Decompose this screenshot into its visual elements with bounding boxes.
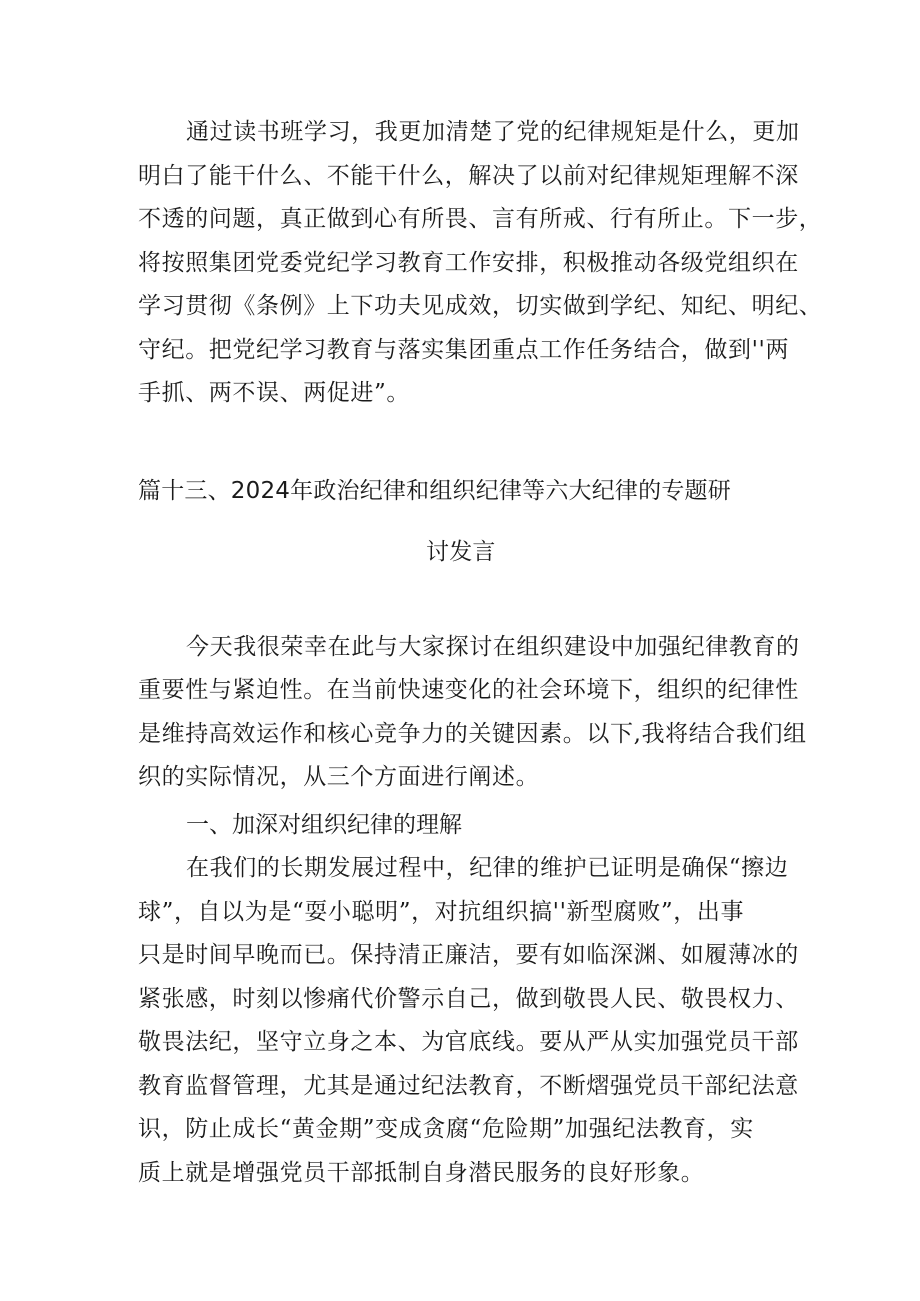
paragraph-line: 识，防止成长“黄金期”变成贪腐“危险期”加强纪法教育，实 bbox=[138, 1116, 754, 1142]
paragraph-line: 学习贯彻《条例》上下功夫见成效，切实做到学纪、知纪、明纪、 bbox=[138, 293, 823, 319]
paragraph-line: 手抓、两不误、两促进”。 bbox=[138, 380, 410, 406]
paragraph-line: 只是时间早晚而已。保持清正廉洁，要有如临深渊、如履薄冰的 bbox=[138, 942, 799, 968]
paragraph-line: 在我们的长期发展过程中，纪律的维护已证明是确保“擦边 bbox=[186, 855, 789, 881]
section-title-line-1: 篇十三、2024年政治纪律和组织纪律等六大纪律的专题研 bbox=[138, 478, 731, 504]
paragraph-line: 重要性与紧迫性。在当前快速变化的社会环境下，组织的纪律性 bbox=[138, 677, 799, 703]
paragraph-line: 通过读书班学习，我更加清楚了党的纪律规矩是什么，更加 bbox=[186, 119, 800, 145]
paragraph-line: 球”，自以为是“耍小聪明”，对抗组织搞''新型腐败”，出事 bbox=[138, 899, 745, 925]
paragraph-line: 教育监督管理，尤其是通过纪法教育，不断熠强党员干部纪法意 bbox=[138, 1073, 799, 1099]
paragraph-line: 织的实际情况，从三个方面进行阐述。 bbox=[138, 764, 540, 790]
paragraph-line: 今天我很荣幸在此与大家探讨在组织建设中加强纪律教育的 bbox=[186, 634, 800, 660]
paragraph-line: 紧张感，时刻以惨痛代价警示自己，做到敬畏人民、敬畏权力、 bbox=[138, 986, 799, 1012]
subheading: 一、加深对组织纪律的理解 bbox=[186, 812, 462, 838]
paragraph-line: 守纪。把党纪学习教育与落实集团重点工作任务结合，做到''两 bbox=[138, 337, 790, 363]
paragraph-line: 是维持高效运作和核心竞争力的关键因素。以下,我将结合我们组 bbox=[138, 721, 807, 747]
paragraph-line: 质上就是增强党员干部抵制自身潜民服务的良好形象。 bbox=[138, 1160, 705, 1186]
paragraph-line: 不透的问题，真正做到心有所畏、言有所戒、行有所止。下一步， bbox=[138, 206, 823, 232]
paragraph-line: 明白了能干什么、不能干什么，解决了以前对纪律规矩理解不深 bbox=[138, 163, 799, 189]
paragraph-line: 敬畏法纪，坚守立身之本、为官底线。要从严从实加强党员干部 bbox=[138, 1029, 799, 1055]
paragraph-line: 将按照集团党委党纪学习教育工作安排，积极推动各级党组织在 bbox=[138, 250, 799, 276]
section-title-line-2: 讨发言 bbox=[426, 539, 496, 565]
